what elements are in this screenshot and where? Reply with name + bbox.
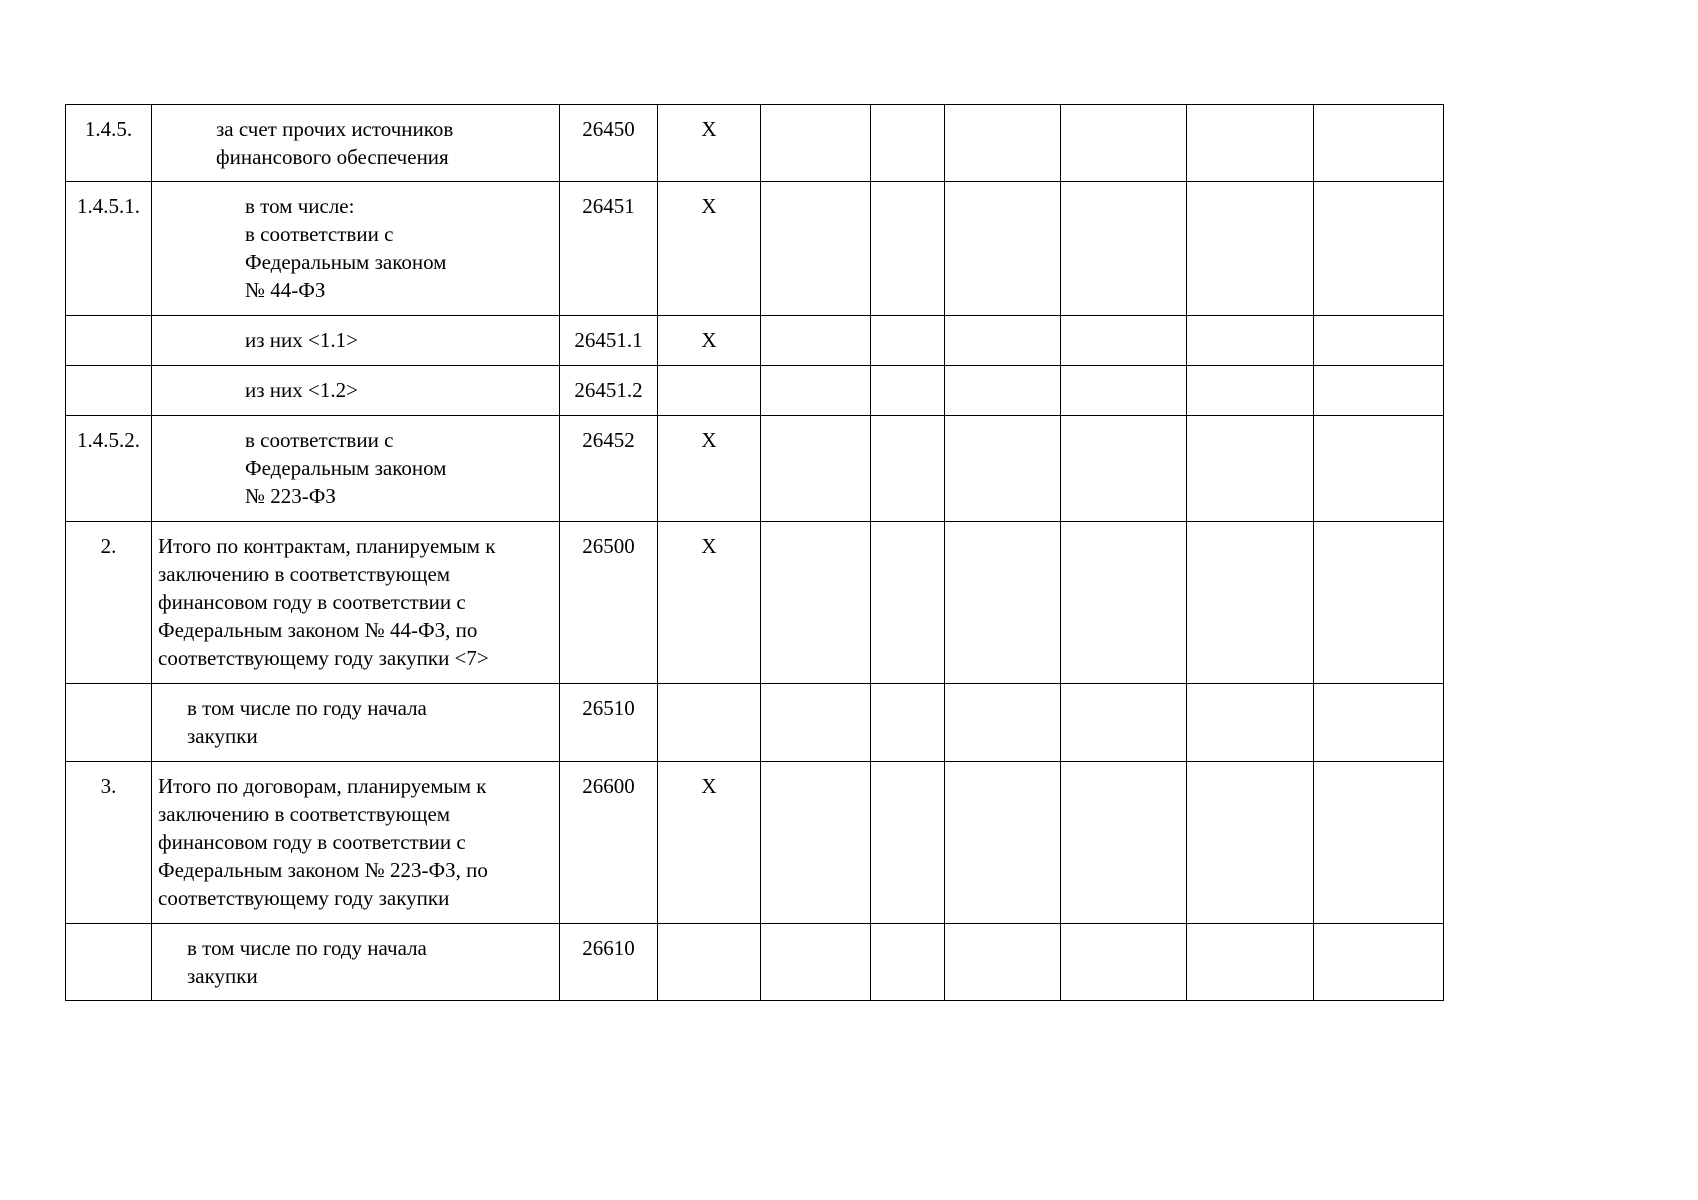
empty-cell: [1187, 316, 1314, 366]
row-name-line: в соответствии с: [245, 222, 394, 246]
row-name-line: заключению в соответствующем: [158, 562, 451, 586]
row-name-line: Федеральным законом № 44-ФЗ, по: [158, 618, 478, 642]
empty-cell: [1187, 182, 1314, 316]
empty-cell: [761, 105, 871, 182]
empty-cell: [945, 924, 1061, 1001]
empty-cell: [761, 316, 871, 366]
empty-cell: [945, 416, 1061, 522]
row-name: [152, 416, 560, 522]
empty-cell: [945, 684, 1061, 762]
row-code: 26450: [560, 105, 658, 182]
row-number: 1.4.5.1.: [66, 182, 152, 316]
row-name-line: № 44-ФЗ: [245, 278, 326, 302]
row-name-line: закупки: [187, 724, 258, 748]
row-number: 1.4.5.: [66, 105, 152, 182]
empty-cell: [1187, 924, 1314, 1001]
row-name-line: за счет прочих источников: [216, 117, 454, 141]
table-row: [66, 522, 1444, 684]
row-name-line: Федеральным законом № 223-ФЗ, по: [158, 858, 488, 882]
empty-cell: [1061, 316, 1187, 366]
empty-cell: [1314, 762, 1444, 924]
table-row: [66, 924, 1444, 1001]
empty-cell: [1314, 522, 1444, 684]
empty-cell: [1061, 105, 1187, 182]
table-row: [66, 762, 1444, 924]
row-code: 26510: [560, 684, 658, 762]
row-number: 2.: [66, 522, 152, 684]
empty-cell: [1187, 416, 1314, 522]
row-name: [152, 366, 560, 416]
row-number: 1.4.5.2.: [66, 416, 152, 522]
empty-cell: [871, 762, 945, 924]
row-mark: [658, 366, 761, 416]
row-code: 26451: [560, 182, 658, 316]
row-mark: X: [658, 416, 761, 522]
empty-cell: [871, 182, 945, 316]
empty-cell: [1061, 182, 1187, 316]
empty-cell: [1061, 924, 1187, 1001]
row-code: 26452: [560, 416, 658, 522]
row-name-line: в том числе по году начала: [187, 936, 427, 960]
empty-cell: [761, 924, 871, 1001]
empty-cell: [871, 366, 945, 416]
row-name-line: соответствующему году закупки: [158, 886, 450, 910]
row-name-line: соответствующему году закупки <7>: [158, 646, 489, 670]
row-number: 3.: [66, 762, 152, 924]
empty-cell: [871, 105, 945, 182]
empty-cell: [1314, 924, 1444, 1001]
empty-cell: [871, 684, 945, 762]
empty-cell: [1187, 522, 1314, 684]
table-row: [66, 182, 1444, 316]
empty-cell: [945, 182, 1061, 316]
empty-cell: [761, 182, 871, 316]
empty-cell: [1314, 105, 1444, 182]
table-row: [66, 316, 1444, 366]
row-name: [152, 762, 560, 924]
empty-cell: [761, 762, 871, 924]
row-number: [66, 684, 152, 762]
row-code: 26600: [560, 762, 658, 924]
empty-cell: [1314, 684, 1444, 762]
empty-cell: [945, 762, 1061, 924]
empty-cell: [1314, 182, 1444, 316]
row-name-line: из них <1.1>: [245, 328, 358, 352]
empty-cell: [871, 416, 945, 522]
row-mark: [658, 924, 761, 1001]
empty-cell: [761, 522, 871, 684]
empty-cell: [945, 105, 1061, 182]
empty-cell: [871, 316, 945, 366]
row-name: [152, 924, 560, 1001]
row-name-line: из них <1.2>: [245, 378, 358, 402]
empty-cell: [1187, 105, 1314, 182]
row-name: [152, 684, 560, 762]
row-name: [152, 182, 560, 316]
row-mark: X: [658, 105, 761, 182]
table-row: [66, 366, 1444, 416]
row-number: [66, 924, 152, 1001]
empty-cell: [761, 684, 871, 762]
row-name: [152, 316, 560, 366]
row-name: [152, 522, 560, 684]
empty-cell: [1061, 684, 1187, 762]
row-code: 26451.1: [560, 316, 658, 366]
empty-cell: [1187, 762, 1314, 924]
empty-cell: [945, 316, 1061, 366]
row-name-line: в том числе по году начала: [187, 696, 427, 720]
row-name: [152, 105, 560, 182]
row-name-line: закупки: [187, 964, 258, 988]
row-number: [66, 316, 152, 366]
row-code: 26610: [560, 924, 658, 1001]
table-row: [66, 105, 1444, 182]
row-mark: [658, 684, 761, 762]
empty-cell: [945, 366, 1061, 416]
row-name-line: в соответствии с: [245, 428, 394, 452]
row-name-line: финансовом году в соответствии с: [158, 590, 466, 614]
empty-cell: [761, 416, 871, 522]
row-name-line: Федеральным законом: [245, 250, 447, 274]
empty-cell: [1314, 416, 1444, 522]
row-mark: X: [658, 522, 761, 684]
empty-cell: [1187, 684, 1314, 762]
row-name-line: Итого по договорам, планируемым к: [158, 774, 487, 798]
row-name-line: в том числе:: [245, 194, 355, 218]
row-mark: X: [658, 316, 761, 366]
empty-cell: [1061, 522, 1187, 684]
empty-cell: [1061, 762, 1187, 924]
row-name-line: № 223-ФЗ: [245, 484, 336, 508]
empty-cell: [761, 366, 871, 416]
row-name-line: финансовом году в соответствии с: [158, 830, 466, 854]
empty-cell: [871, 924, 945, 1001]
empty-cell: [871, 522, 945, 684]
row-code: 26451.2: [560, 366, 658, 416]
row-name-line: финансового обеспечения: [216, 145, 449, 169]
row-name-line: заключению в соответствующем: [158, 802, 451, 826]
row-name-line: Итого по контрактам, планируемым к: [158, 534, 496, 558]
row-number: [66, 366, 152, 416]
row-mark: X: [658, 182, 761, 316]
empty-cell: [945, 522, 1061, 684]
empty-cell: [1061, 416, 1187, 522]
empty-cell: [1061, 366, 1187, 416]
row-code: 26500: [560, 522, 658, 684]
row-name-line: Федеральным законом: [245, 456, 447, 480]
empty-cell: [1187, 366, 1314, 416]
table-row: [66, 684, 1444, 762]
empty-cell: [1314, 366, 1444, 416]
empty-cell: [1314, 316, 1444, 366]
table-row: [66, 416, 1444, 522]
row-mark: X: [658, 762, 761, 924]
report-table: [65, 104, 1444, 1001]
